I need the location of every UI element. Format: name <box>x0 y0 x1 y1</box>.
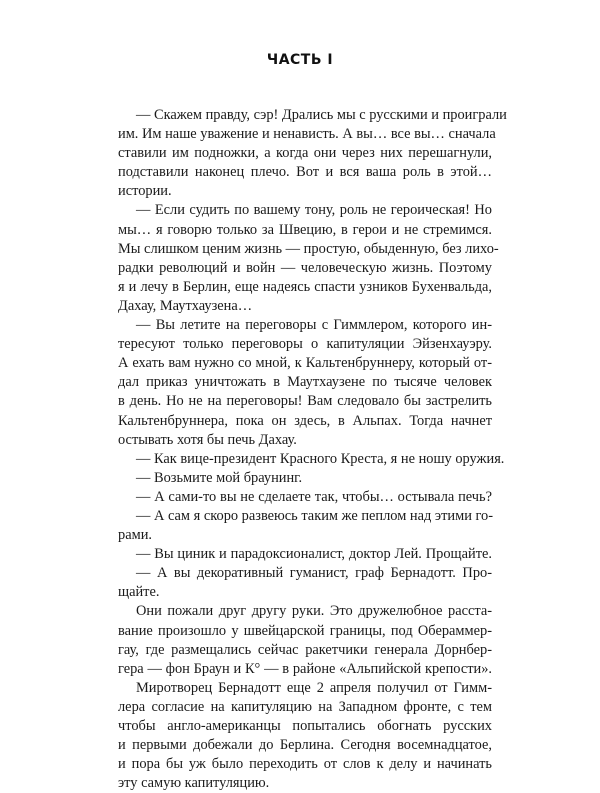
text-line: вание произошло у швейцарской границы, под Обераммер- <box>118 622 492 639</box>
text-line: — А вы декоративный гуманист, граф Бернадотт. Про- <box>136 565 492 582</box>
text-line: рами. <box>118 527 152 544</box>
text-line: гау, где размещались сейчас ракетчики генерала Дорнбер- <box>118 641 492 658</box>
text-line: я и лечу в Берлин, еще надеясь спасти узников Бухенвальда, <box>118 278 492 295</box>
text-line: — А сам я скоро развеюсь таким же пеплом над этими го- <box>136 507 494 524</box>
text-line: — Возьмите мой браунинг. <box>136 469 303 486</box>
text-line: дал приказ уничтожать в Маутхаузене по тысяче человек <box>118 374 492 391</box>
text-line: — А сами-то вы не сделаете так, чтобы… остывала печь? <box>136 488 492 505</box>
text-line: истории. <box>118 183 172 200</box>
text-line: подставили наконец плечо. Вот и вся ваша роль в этой… <box>118 164 492 181</box>
text-line: Дахау, Маутхаузена… <box>118 297 253 314</box>
text-line: Мы слишком ценим жизнь — простую, обыденную, без лихо- <box>118 240 499 257</box>
text-line: в день. Но не на переговоры! Вам следовало бы застрелить <box>118 393 492 410</box>
body-text <box>118 106 507 793</box>
text-line: — Вы циник и парадоксионалист, доктор Лей. Прощайте. <box>136 546 492 563</box>
text-line: и первыми добежали до Берлина. Сегодня восемнадцатое, <box>118 737 492 754</box>
text-line: гера — фон Браун и К° — в районе «Альпийской крепости». <box>118 660 492 677</box>
text-line: тересуют только переговоры о капитуляции Эйзенхауэру. <box>118 336 492 353</box>
text-line: эту самую капитуляцию. <box>118 775 270 792</box>
text-line: — Вы летите на переговоры с Гиммлером, которого ин- <box>136 317 492 334</box>
text-line: им. Им наше уважение и ненависть. А вы… все вы… сначала <box>118 126 496 143</box>
text-line: — Если судить по вашему тону, роль не героическая! Но <box>136 202 492 219</box>
text-line: Миротворец Бернадотт еще 2 апреля получил от Гимм- <box>136 679 492 696</box>
text-line: чтобы англо-американцы попытались обогнать русских <box>118 718 492 734</box>
text-line: Кальтенбруннера, пока он здесь, в Альпах. Тогда начнет <box>118 412 492 429</box>
text-line: ставили им подножки, а когда они через них перешагнули, <box>118 145 492 162</box>
text-line: мы… я говорю только за Швецию, в герои и не стремимся. <box>118 221 492 238</box>
text-line: — Скажем правду, сэр! Дрались мы с русскими и проиграли <box>136 107 507 123</box>
text-line: и пора бы уж было переходить от слов к делу и начинать <box>118 756 492 773</box>
text-line: остывать хотя бы печь Дахау. <box>118 431 297 448</box>
chapter-header: ЧАСТЬ I <box>266 52 334 68</box>
text-line: Они пожали друг другу руки. Это дружелюбное расста- <box>136 603 492 620</box>
text-line: — Как вице-президент Красного Креста, я не ношу оружия. <box>136 450 505 467</box>
text-line: радки революций и войн — человеческую жизнь. Поэтому <box>118 259 492 276</box>
text-line: щайте. <box>118 584 160 601</box>
text-line: лера согласие на капитуляцию на Западном фронте, с тем <box>118 698 492 715</box>
text-line: А ехать вам нужно со мной, к Кальтенбруннеру, который от- <box>118 355 492 372</box>
